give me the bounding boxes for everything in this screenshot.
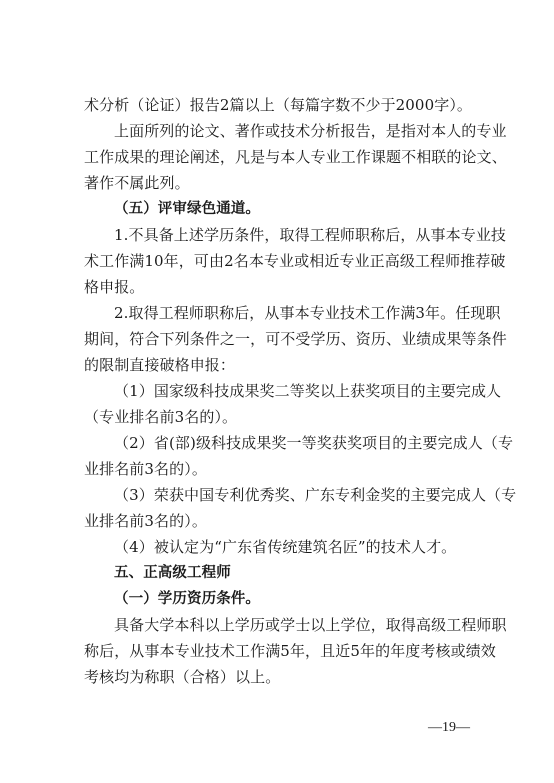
section-heading: 五、正高级工程师 [114,565,231,581]
body-text-line: 称后，从事本专业技术工作满5年，且近5年的年度考核或绩效 [84,642,496,660]
body-text-line: 术分析（论证）报告2篇以上（每篇字数不少于2000字）。 [84,96,473,114]
body-text-line: 业排名前3名的）。 [84,512,207,530]
body-text-line: （3）荣获中国专利优秀奖、广东专利金奖的主要完成人（专 [114,486,517,504]
body-text-line: 具备大学本科以上学历或学士以上学位，取得高级工程师职 [114,616,507,634]
body-text-line: （1）国家级科技成果奖二等奖以上获奖项目的主要完成人 [114,382,502,400]
body-text-line: 术工作满10年，可由2名本专业或相近专业正高级工程师推荐破 [84,252,506,270]
body-text-line: （2）省(部)级科技成果奖一等奖获奖项目的主要完成人（专 [114,434,514,452]
body-text-line: 考核均为称职（合格）以上。 [84,668,281,686]
section-heading: （五）评审绿色通道。 [114,201,260,217]
body-text-line: （专业排名前3名的）。 [84,408,238,426]
body-text-line: （4）被认定为“广东省传统建筑名匠”的技术人才。 [114,538,457,556]
page-number: —19— [428,720,470,735]
section-heading: （一）学历资历条件。 [114,591,260,607]
body-text-line: 期间，符合下列条件之一，可不受学历、资历、业绩成果等条件 [84,330,507,348]
body-text-line: 著作不属此列。 [84,174,190,192]
body-text-line: 工作成果的理论阐述，凡是与本人专业工作课题不相联的论文、 [84,148,507,166]
body-text-line: 上面所列的论文、著作或技术分析报告，是指对本人的专业 [114,122,507,140]
body-text-line: 2.取得工程师职称后，从事本专业技术工作满3年。任现职 [114,304,501,322]
body-text-line: 业排名前3名的）。 [84,460,207,478]
body-text-line: 的限制直接破格申报： [84,356,236,374]
body-text-line: 格申报。 [84,278,145,296]
body-text-line: 1.不具备上述学历条件，取得工程师职称后，从事本专业技 [114,226,507,244]
document-body [84,92,517,690]
